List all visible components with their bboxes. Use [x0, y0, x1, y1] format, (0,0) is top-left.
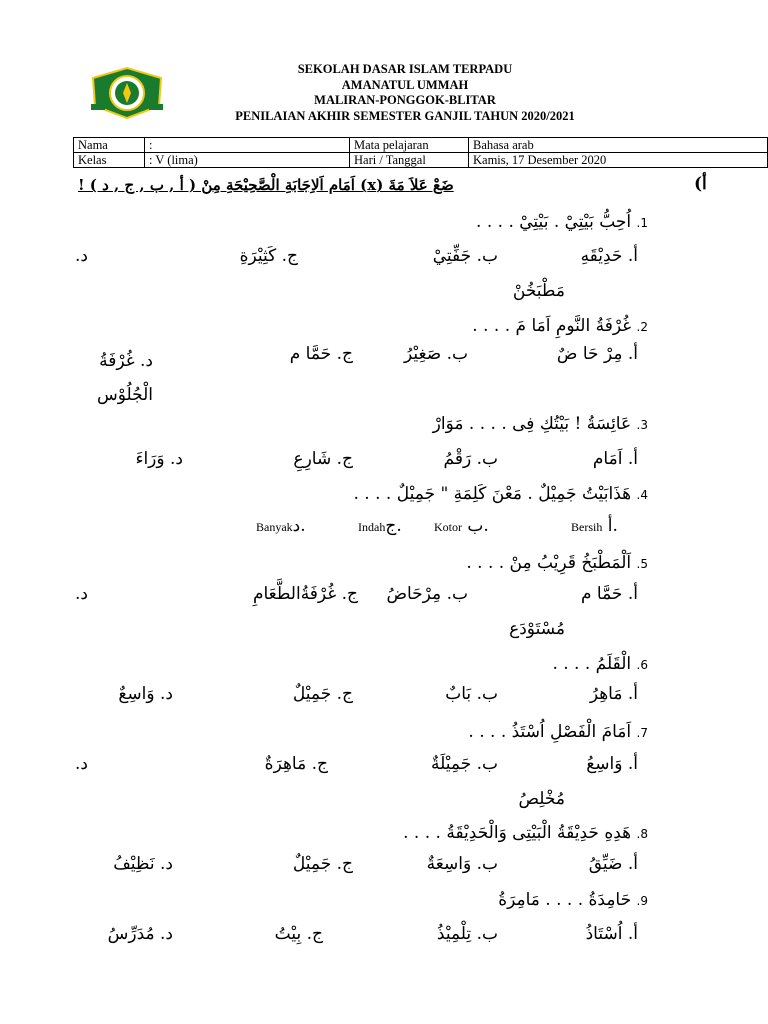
question-2: 2. غُرْفَةُ النَّومِ اَمَا مَ . . . . [472, 316, 648, 336]
option-c[interactable]: ج. حَمَّا م [289, 344, 353, 364]
option-d[interactable]: د. وَرَاءَ [135, 449, 183, 469]
mapel-label: Mata pelajaran [350, 138, 469, 153]
option-a[interactable]: أ. مَاهِرُ [589, 684, 638, 704]
option-b[interactable]: ب. تِلْمِيْذُ [436, 924, 498, 944]
question-3: 3. عَائِسَةُ ! بَيْتُكِ فِى . . . . مَوَارْ [432, 414, 648, 434]
option-a[interactable]: أ. حَدِيْقَهِ [580, 246, 638, 266]
option-d-label[interactable]: د. [75, 246, 88, 266]
option-a[interactable]: أ. اَمَام [592, 449, 638, 469]
option-b[interactable]: ب. مِرْحَاضُ [386, 584, 468, 604]
school-emblem-icon [87, 66, 167, 120]
question-9: 9. حَامِدَةُ . . . . مَامِرَةُ [498, 890, 648, 910]
question-3-text: عَائِسَةُ ! بَيْتُكِ فِى . . . . مَوَارْ [432, 414, 632, 434]
option-b[interactable]: ب. جَفِّتِيْ [432, 246, 498, 266]
option-c[interactable]: Indahج. [358, 516, 402, 536]
option-b[interactable]: ب. وَاسِعَةٌ [426, 854, 498, 874]
section-letter: أ) [694, 174, 707, 194]
option-c[interactable]: ج. مَاهِرَةٌ [264, 754, 328, 774]
question-5-text: اَلْمَطْبَخُ قَرِيْبُ مِنْ . . . . [466, 553, 632, 573]
nama-field[interactable]: : [145, 138, 350, 153]
option-c[interactable]: ج. جَمِيْلٌ [292, 854, 353, 874]
option-c[interactable]: ج. شَارِعِ [293, 449, 353, 469]
question-8-text: هَدِهِ حَدِيْقَةُ الْبَيْتِى وَالْحَدِيْقَةُ . . . . [403, 823, 632, 843]
question-4-text: هَذَابَيْتُ جَمِيْلٌ . مَعْنَ كَلِمَةِ " جَمِيْلٌ . . . . [353, 484, 632, 504]
header-line-4: PENILAIAN AKHIR SEMESTER GANJIL TAHUN 2020/2021 [235, 108, 575, 123]
option-b[interactable]: ب. جَمِيْلَةٌ [430, 754, 498, 774]
header-line-1: SEKOLAH DASAR ISLAM TERPADU [297, 62, 513, 76]
option-b[interactable]: Kotor ب. [434, 516, 489, 536]
kelas-label: Kelas [74, 153, 145, 168]
option-c[interactable]: ج. بِيْتُ [274, 924, 323, 944]
question-9-text: حَامِدَةُ . . . . مَامِرَةُ [498, 890, 632, 910]
question-6-text: الْقَلَمُ . . . . [552, 654, 632, 674]
question-7-text: اَمَامَ الْفَصْلِ اُسْتَذُ . . . . [468, 722, 632, 742]
hari-value: Kamis, 17 Desember 2020 [469, 153, 768, 168]
question-7: 7. اَمَامَ الْفَصْلِ اُسْتَذُ . . . . [468, 722, 648, 742]
option-d[interactable]: مَطْبَخُنْ [512, 281, 565, 301]
option-b[interactable]: ب. صَغِيْرُ [404, 344, 468, 364]
option-d[interactable]: د. غُرْفَةُ الْجُلُوْس [96, 351, 153, 405]
option-d[interactable]: مُسْتَوْدَع [509, 619, 565, 639]
option-a[interactable]: أ. اُسْتَاذُ [585, 924, 638, 944]
option-c[interactable]: ج. كَثِيْرَةِ [239, 246, 298, 266]
instruction-label: ضَعْ عَلاَ مَةَ (x) اَمَام اَلاِجَابَةِ الْصَّحِيْحَةِ مِنْ ( أ , ب , ج , د ) ! [78, 176, 454, 194]
option-c[interactable]: ج. غُرْفَةُالطَّعَامِ [252, 584, 358, 604]
nama-label: Nama [74, 138, 145, 153]
option-a[interactable]: أ. حَمَّا م [581, 584, 638, 604]
question-1-text: اُحِبُّ بَيْتِيْ . بَيْتِيْ . . . . [476, 212, 632, 232]
option-a[interactable]: أ. ضَيِّقُ [588, 854, 638, 874]
option-b[interactable]: ب. رَقْمُ [443, 449, 498, 469]
school-header [170, 62, 640, 124]
question-5: 5. اَلْمَطْبَخُ قَرِيْبُ مِنْ . . . . [466, 553, 648, 573]
option-d-label[interactable]: د. [75, 754, 88, 774]
option-d[interactable]: مُخْلِصُ [518, 789, 565, 809]
option-a[interactable]: أ. مِرْ حَا ضٌ [556, 344, 638, 364]
hari-label: Hari / Tanggal [350, 153, 469, 168]
option-d[interactable]: د. نَظِيْفُ [113, 854, 173, 874]
question-2-text: غُرْفَةُ النَّومِ اَمَا مَ . . . . [472, 316, 632, 336]
instruction-text [78, 176, 454, 194]
question-6: 6. الْقَلَمُ . . . . [552, 654, 648, 674]
option-a[interactable]: Bersih أ. [571, 516, 618, 536]
option-d[interactable]: Banyakد. [256, 516, 306, 536]
mapel-value: Bahasa arab [469, 138, 768, 153]
header-line-3: MALIRAN-PONGGOK-BLITAR [314, 93, 496, 107]
header-line-2: AMANATUL UMMAH [341, 77, 469, 92]
option-d[interactable]: د. مُدَرِّسُ [107, 924, 173, 944]
question-8: 8. هَدِهِ حَدِيْقَةُ الْبَيْتِى وَالْحَدِيْقَةُ . . . . [403, 823, 648, 843]
option-d[interactable]: د. وَاسِعٌ [118, 684, 173, 704]
option-a[interactable]: أ. وَاسِعُ [586, 754, 638, 774]
option-b[interactable]: ب. بَابٌ [445, 684, 498, 704]
question-4: 4. هَذَابَيْتُ جَمِيْلٌ . مَعْنَ كَلِمَةِ " جَمِيْلٌ . . . . [353, 484, 648, 504]
option-c[interactable]: ج. جَمِيْلٌ [292, 684, 353, 704]
kelas-value: : V (lima) [145, 153, 350, 168]
student-info-table [73, 137, 768, 168]
question-1: 1. اُحِبُّ بَيْتِيْ . بَيْتِيْ . . . . [476, 212, 648, 232]
option-d-label[interactable]: د. [75, 584, 88, 604]
